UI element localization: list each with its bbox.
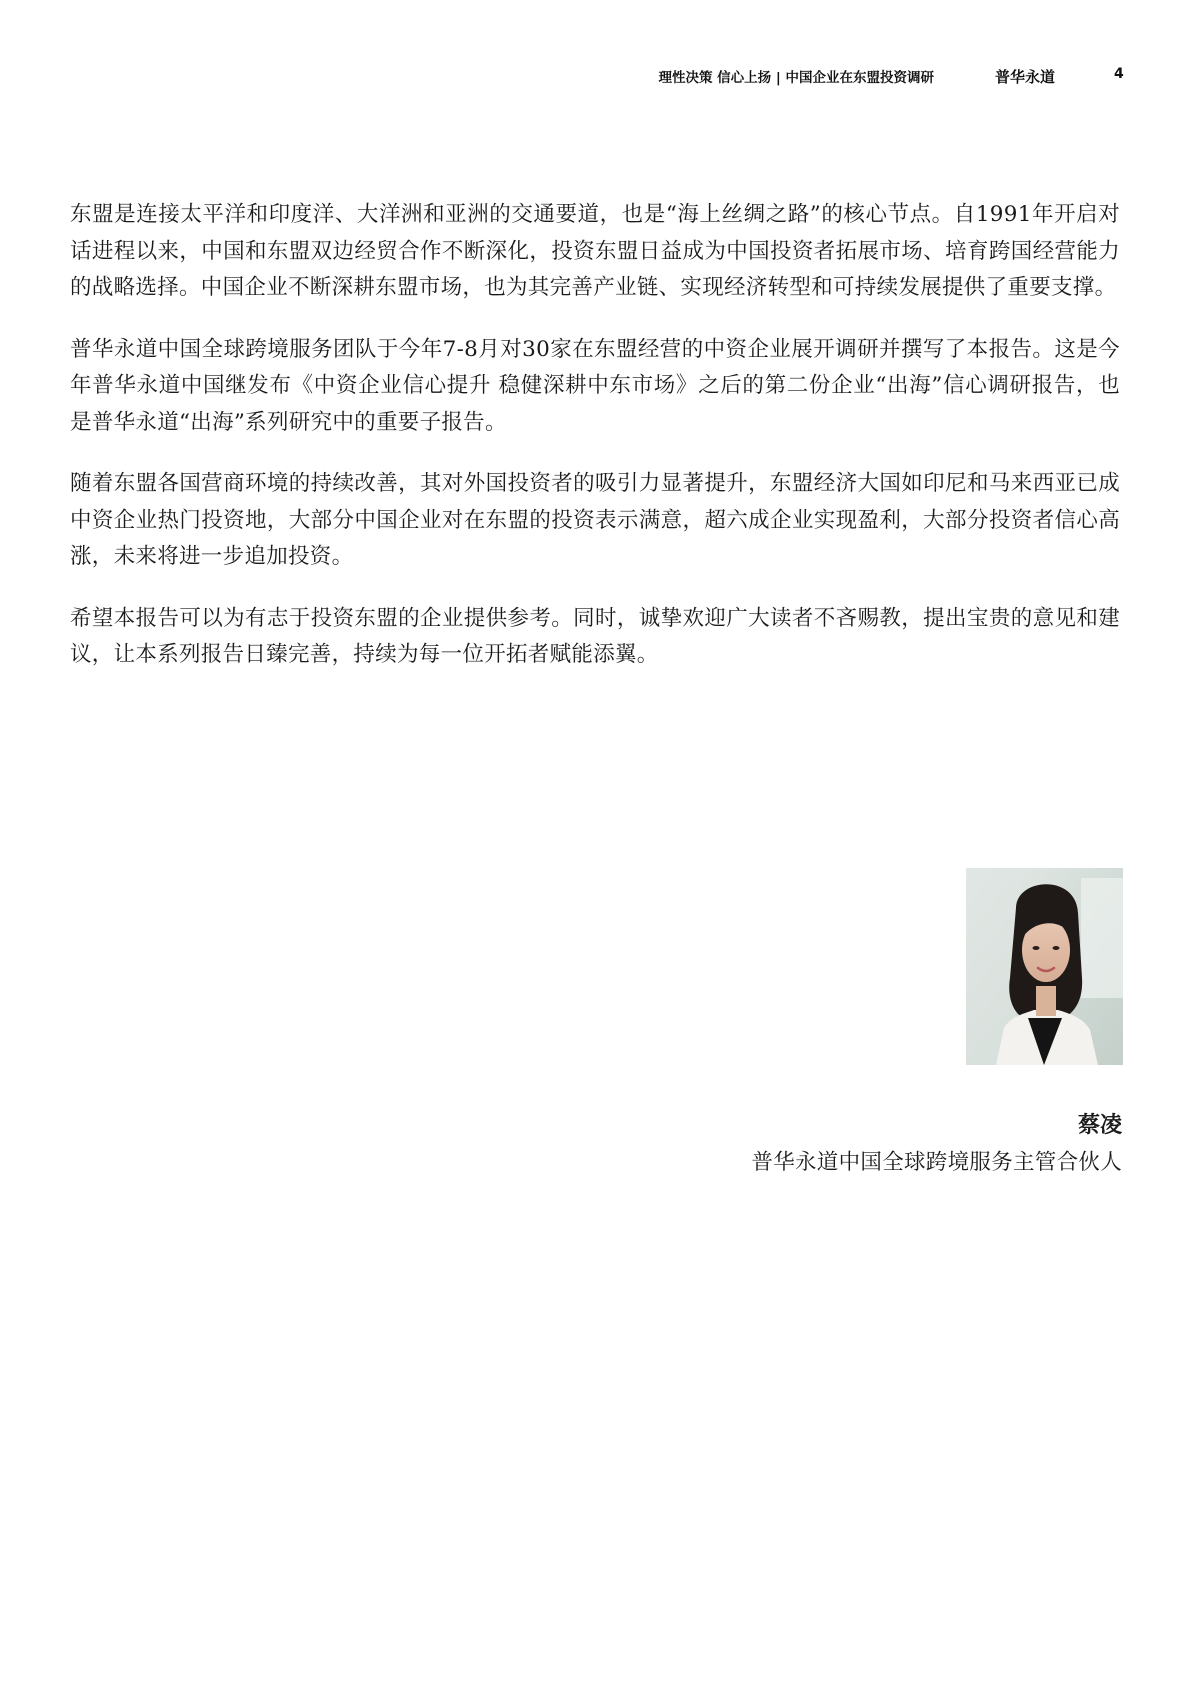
signatory-name: 蔡凌 <box>1077 1112 1122 1138</box>
foreword-body <box>70 197 1120 699</box>
page-header <box>0 66 1190 90</box>
paragraph-4: 希望本报告可以为有志于投资东盟的企业提供参考。同时，诚挚欢迎广大读者不吝赐教，提出宝贵的意见和建议，让本系列报告日臻完善，持续为每一位开拓者赋能添翼。 <box>70 605 1120 667</box>
paragraph-3: 随着东盟各国营商环境的持续改善，其对外国投资者的吸引力显著提升，东盟经济大国如印尼和马来西亚已成中资企业热门投资地，大部分中国企业对在东盟的投资表示满意，超六成企业实现盈利，大部分投资者信心高涨，未来将进一步追加投资。 <box>70 471 1120 569</box>
page-number: 4 <box>1114 66 1124 82</box>
brand-name: 普华永道 <box>995 68 1056 86</box>
author-portrait <box>966 868 1123 1065</box>
paragraph-1: 东盟是连接太平洋和印度洋、大洋洲和亚洲的交通要道，也是“海上丝绸之路”的核心节点。自1991年开启对话进程以来，中国和东盟双边经贸合作不断深化，投资东盟日益成为中国投资者拓展市场、培育跨国经营能力的战略选择。中国企业不断深耕东盟市场，也为其完善产业链、实现经济转型和可持续发展提供了重要支撑。 <box>70 202 1120 300</box>
signatory-title: 普华永道中国全球跨境服务主管合伙人 <box>751 1150 1122 1175</box>
paragraph-2: 普华永道中国全球跨境服务团队于今年7-8月对30家在东盟经营的中资企业展开调研并撰写了本报告。这是今年普华永道中国继发布《中资企业信心提升 稳健深耕中东市场》之后的第二份企业“出海”信心调研报告，也是普华永道“出海”系列研究中的重要子报告。 <box>70 336 1120 435</box>
report-title: 理性决策 信心上扬 | 中国企业在东盟投资调研 <box>658 70 934 86</box>
